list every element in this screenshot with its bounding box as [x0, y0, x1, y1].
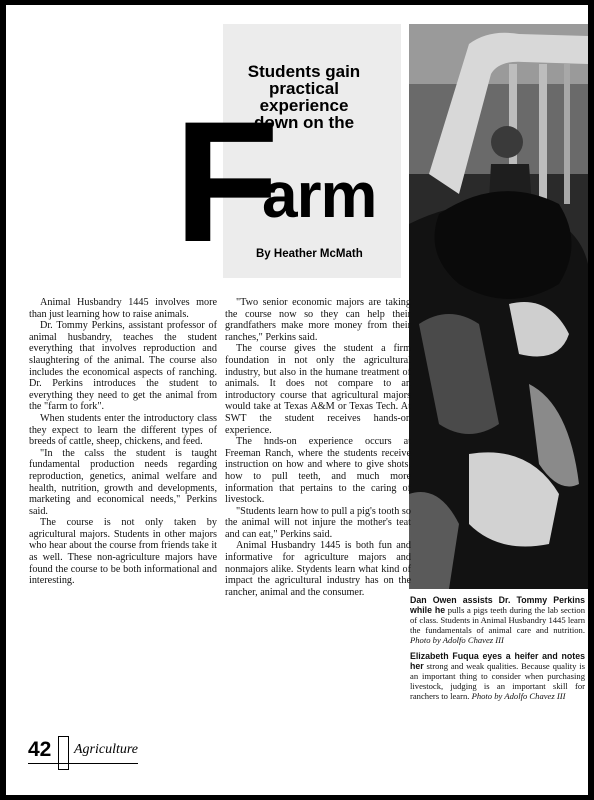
photo-caption [410, 651, 585, 701]
article-paragraph: When students enter the introductory class they expect to learn the different types of breeds of cattle, sheep, chickens, and feed. [29, 412, 217, 448]
article-paragraph: Animal Husbandry 1445 involves more than just learning how to raise animals. [29, 297, 217, 320]
caption-text: pulls a pigs teeth during the lab section of class. Students in Animal Husbandry 1445 learn the fundamentals of animal care and nutrition. [410, 605, 585, 635]
headline-line-1: Students gain [247, 62, 361, 81]
article-paragraph: Dr. Tommy Perkins, assistant professor of animal husbandry, teaches the student everything that involves reproduction and slaughtering of the animal. The course also includes the economical aspects of ranching. Dr. Perkins introduces the student to everything they need to get the animal from the "farm to fork". [29, 320, 217, 413]
farm-photo [409, 24, 588, 589]
article-column-2 [225, 297, 411, 598]
headline-line-2: practical [269, 79, 339, 98]
folio-bar [58, 736, 69, 770]
page-number: 42 [28, 738, 52, 761]
article-paragraph: Animal Husbandry 1445 is both fun and informative for agriculture majors and nonmajors alike. Stydents learn what kind of impact the agricultural industry has on the rancher, animal and the consumer. [225, 540, 411, 598]
caption-credit: Photo by Adolfo Chavez III [410, 635, 504, 645]
caption-lead: Elizabeth Fuqua eyes a heifer and notes her [410, 651, 585, 671]
headline-big-letter: F [174, 86, 274, 278]
article-paragraph: The hnds-on experience occurs at Freeman Ranch, where the students receive instruction on how and where to give shots, how to pull teeth, and much more information that pertains to the caring of livestock. [225, 436, 411, 506]
byline: By Heather McMath [256, 248, 363, 260]
photo-caption [410, 595, 585, 645]
section-label: Agriculture [74, 742, 139, 757]
headline-word-rest: arm [262, 159, 377, 231]
caption-lead: Dan Owen assists Dr. Tommy Perkins while he [410, 595, 585, 615]
caption-text: strong and weak qualities. Because quality is an important thing to consider when purchasing livestock, judging is an important skill for ranchers to learn. [410, 661, 585, 701]
caption-credit: Photo by Adolfo Chavez III [471, 691, 566, 701]
farm-photo-image [409, 24, 588, 589]
article-paragraph: "Students learn how to pull a pig's tooth so the animal will not injure the mother's teat and can eat," Perkins said. [225, 505, 411, 540]
article-paragraph: "Two senior economic majors are taking the course now so they can help their grandfathers make more money from their ranches," Perkins said. [225, 297, 411, 343]
headline-line-4: down on the [253, 113, 355, 132]
article-paragraph: "In the calss the student is taught fundamental production needs regarding reproduction, genetics, animal welfare and health, nutrition, growth and developments, marketing and economical needs," Perkins said. [29, 447, 217, 517]
yearbook-page [6, 5, 588, 795]
headline-line-3: experience [259, 96, 349, 115]
photo-captions [410, 595, 585, 707]
article-paragraph: The course is not only taken by agricultural majors. Students in other majors who hear about the course from friends take it as well. These non-agriculture majors have found the course to be both informational and interesting. [29, 517, 217, 587]
article-paragraph: The course gives the student a firm foundation in not only the agricultural industry, but also in the humane treatment of animals. It does not compare to an introductory course that agricultural majors would take at Texas A&M or Texas Tech. At SWT the student receives hands-on experience. [225, 343, 411, 436]
folio-rule [28, 763, 138, 764]
article-column-1 [29, 297, 217, 587]
